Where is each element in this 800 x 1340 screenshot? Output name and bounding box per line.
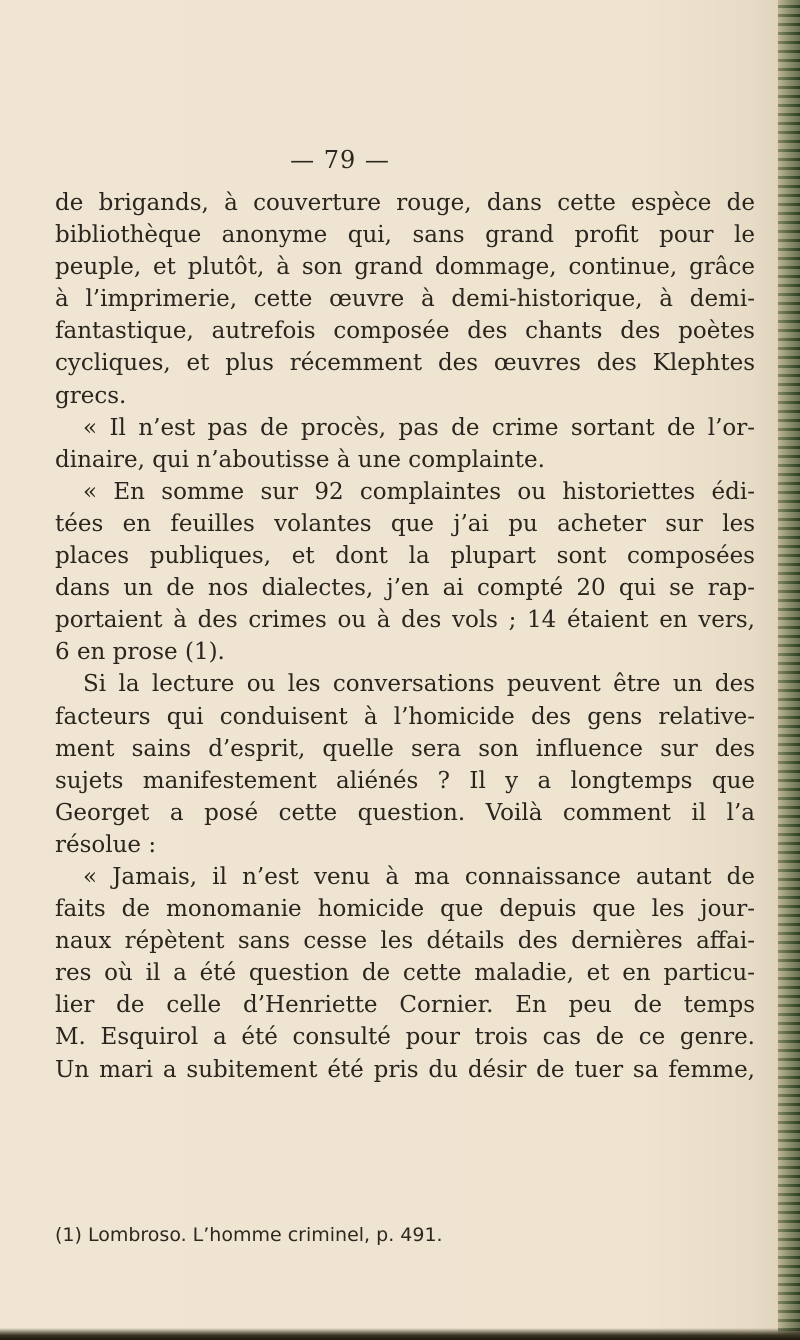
text-line: à l’imprimerie, cette œuvre à demi-historique, à demi- — [55, 286, 755, 313]
book-binding-edge — [778, 0, 800, 1340]
text-line: M. Esquirol a été consulté pour trois cas de ce genre. — [55, 1024, 755, 1051]
text-line: « Il n’est pas de procès, pas de crime sortant de l’or- — [83, 414, 755, 441]
text-line: dans un de nos dialectes, j’en ai compté 20 qui se rap- — [55, 575, 755, 602]
text-line: Georget a posé cette question. Voilà comment il l’a — [55, 799, 755, 826]
text-line: résolue : — [55, 831, 157, 858]
text-line: ment sains d’esprit, quelle sera son influence sur des — [55, 735, 755, 762]
page-bottom-edge — [0, 1328, 800, 1340]
text-line: facteurs qui conduisent à l’homicide des gens relative- — [55, 703, 755, 730]
text-line: 6 en prose (1). — [55, 639, 225, 666]
text-line: portaient à des crimes ou à des vols ; 14 étaient en vers, — [55, 607, 755, 634]
footnote: (1) Lombroso. L’homme criminel, p. 491. — [55, 1224, 443, 1246]
text-line: naux répètent sans cesse les détails des dernières affai- — [55, 928, 755, 955]
text-line: Un mari a subitement été pris du désir de tuer sa femme, — [55, 1056, 755, 1083]
text-line: faits de monomanie homicide que depuis que les jour- — [55, 896, 755, 923]
text-line: dinaire, qui n’aboutisse à une complainte. — [55, 446, 545, 473]
text-line: grecs. — [55, 382, 127, 409]
text-line: places publiques, et dont la plupart sont composées — [55, 543, 755, 570]
text-line: tées en feuilles volantes que j’ai pu acheter sur les — [55, 510, 755, 537]
text-line: cycliques, et plus récemment des œuvres des Klephtes — [55, 350, 755, 377]
text-line: lier de celle d’Henriette Cornier. En peu de temps — [55, 992, 755, 1019]
text-line: Si la lecture ou les conversations peuvent être un des — [83, 671, 755, 698]
text-line: de brigands, à couverture rouge, dans cette espèce de — [55, 190, 755, 216]
body-text — [55, 187, 755, 1086]
text-line: fantastique, autrefois composée des chants des poètes — [55, 318, 755, 345]
text-line: peuple, et plutôt, à son grand dommage, continue, grâce — [55, 254, 755, 281]
text-line: « Jamais, il n’est venu à ma connaissance autant de — [83, 863, 755, 890]
text-line: res où il a été question de cette maladie, et en particu- — [55, 960, 755, 987]
text-line: bibliothèque anonyme qui, sans grand profit pour le — [55, 222, 755, 249]
text-line: sujets manifestement aliénés ? Il y a longtemps que — [55, 767, 755, 794]
text-line: « En somme sur 92 complaintes ou historiettes édi- — [83, 478, 755, 505]
page-number: — 79 — — [290, 146, 390, 174]
